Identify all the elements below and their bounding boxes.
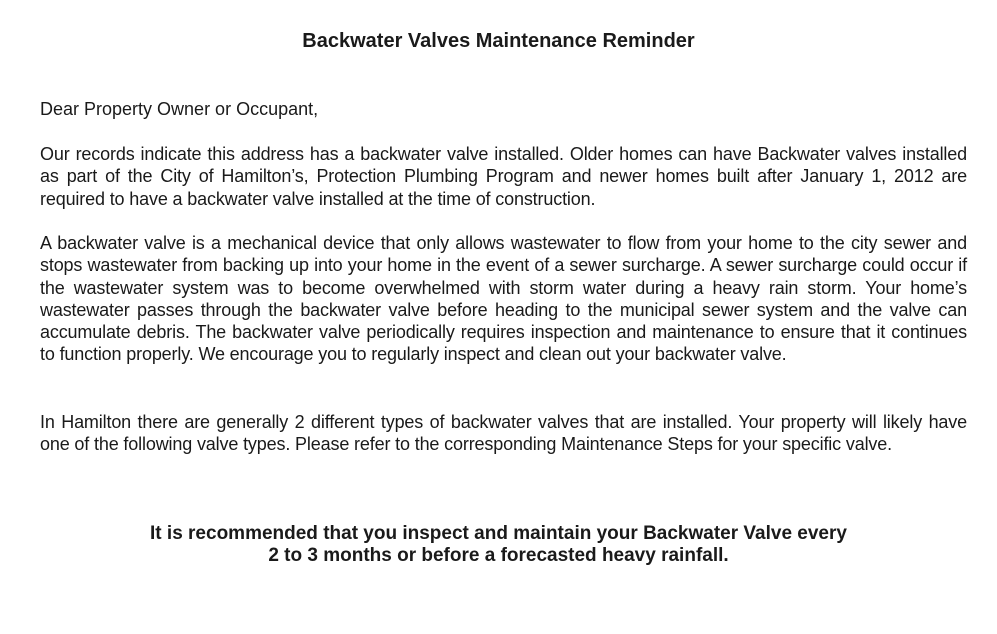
recommendation-line-1: It is recommended that you inspect and maintain your Backwater Valve every bbox=[150, 523, 847, 544]
paragraph-valve-description: A backwater valve is a mechanical device that only allows wastewater to flow from your home to the city sewer and stops wastewater from backing up into your home in the event of a sewer surcharge. A sewer surcharge could occur if the wastewater system was to become overwhelmed with storm water during a heavy rain storm. Your home’s wastewater passes through the backwater valve before heading to the municipal sewer system and the valve can accumulate debris. The backwater valve periodically requires inspection and maintenance to ensure that it continues to function properly. We encourage you to regularly inspect and clean out your backwater valve. bbox=[40, 233, 967, 365]
document-title: Backwater Valves Maintenance Reminder bbox=[302, 30, 695, 52]
recommendation-notice bbox=[0, 523, 997, 567]
recommendation-line-2: 2 to 3 months or before a forecasted heavy rainfall. bbox=[268, 545, 729, 566]
paragraph-records: Our records indicate this address has a backwater valve installed. Older homes can have Backwater valves installed as part of the City of Hamilton’s, Protection Plumbing Program and newer homes built after January 1, 2012 are required to have a backwater valve installed at the time of construction. bbox=[40, 144, 967, 209]
paragraph-valve-types: In Hamilton there are generally 2 different types of backwater valves that are installed. Your property will likely have one of the following valve types. Please refer to the corresponding Maintenance Steps for your specific valve. bbox=[40, 412, 967, 455]
salutation: Dear Property Owner or Occupant, bbox=[40, 99, 319, 119]
